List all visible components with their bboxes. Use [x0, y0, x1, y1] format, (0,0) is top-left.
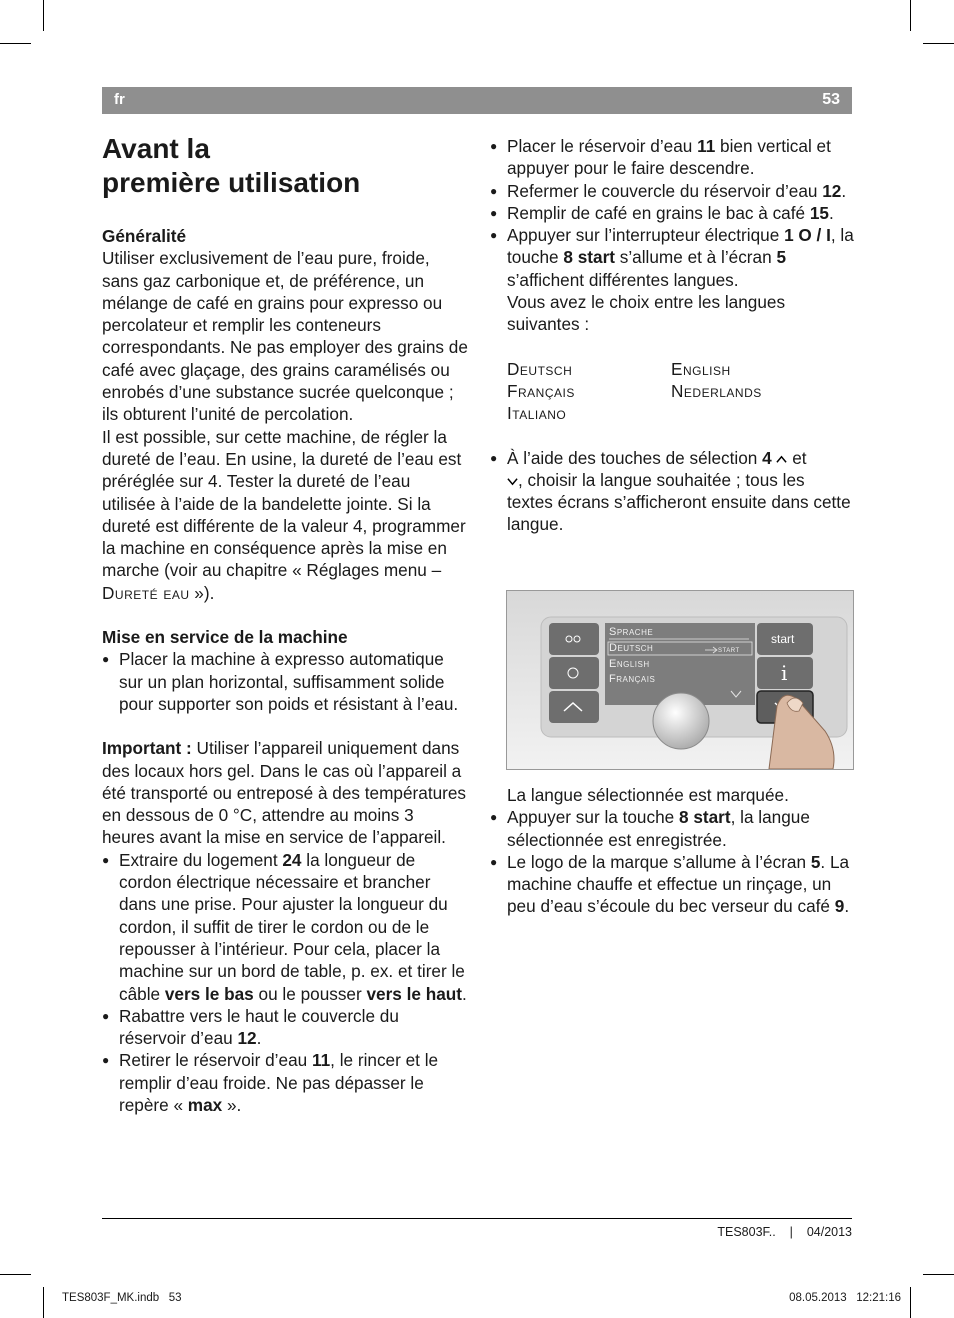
water-hardness-text: Il est possible, sur cette machine, de régler la dureté de l’eau. En usine, la dureté de l’eau est préréglée sur 4. Tester la dureté de l’eau utilisée à l’aide de la bandelette jointe. Si la dureté est différente de la valeur 4, programmer la machine en conséquence après la mise en marche (voir au chapitre « Réglages menu –: [102, 426, 466, 581]
step-text: .: [256, 1028, 262, 1049]
list-item: [490, 447, 854, 536]
crop-mark: [43, 0, 44, 31]
info-button-label: i: [781, 661, 788, 685]
menu-reference: Dureté eau: [102, 582, 190, 603]
step-text: Placer le réservoir d’eau: [507, 136, 698, 156]
crop-mark: [910, 1287, 911, 1318]
crop-mark: [923, 1274, 954, 1275]
step-text: Remplir de café en grains le bac à café: [507, 202, 810, 223]
footer-separator: |: [789, 1225, 793, 1239]
step-text: s’allume et à l’écran: [614, 247, 777, 268]
step-text: , la touche: [507, 225, 854, 268]
paragraph-general: Utiliser exclusivement de l’eau pure, froide, sans gaz carbonique et, de préférence, un mélange de café en grains pour expresso ou percolateur et remplir les conteneurs correspondants. Ne pas employer des grains de café avec glaçage, des grains caramélisés ou enrobés d’une substance sucrée quelconque ; ils obturent l’unité de percolation.: [102, 248, 468, 425]
ref-number: 1 O / I: [784, 225, 831, 246]
list-item: [490, 224, 854, 291]
step-text: , le rincer et le remplir d’eau froide. Ne pas dépasser le repère «: [119, 1050, 439, 1115]
right-column: [490, 135, 854, 536]
important-text: Utiliser l’appareil uniquement dans des locaux hors gel. Dans le cas où l’appareil a été transporté ou entreposé à des températures en dessous de 0 °C, attendre au moins 3 heures avant la mise en service de l’appareil.: [102, 738, 467, 848]
ref-number: 24: [282, 849, 302, 870]
languages-intro: Vous avez le choix entre les langues suivantes :: [507, 292, 786, 335]
page-title: [102, 132, 360, 200]
emphasis: vers le bas: [164, 983, 254, 1004]
step-text: .: [844, 896, 850, 917]
ref-number: 5: [776, 247, 786, 268]
page-footer: [717, 1225, 852, 1239]
screen-row-english: English: [609, 658, 650, 670]
control-panel-illustration: [506, 590, 854, 770]
step-text: bien vertical et appuyer pour le faire descendre.: [507, 136, 831, 179]
crop-mark: [923, 43, 954, 44]
list-item: [490, 180, 854, 202]
ref-number: 11: [697, 136, 716, 156]
emphasis: max: [187, 1094, 223, 1115]
step-text: .: [828, 202, 834, 223]
list-item: [490, 135, 854, 180]
crop-mark: [43, 1287, 44, 1318]
step-text: ».: [222, 1094, 242, 1115]
step-text: .: [841, 180, 847, 201]
language-option: English: [671, 358, 731, 379]
step-text: s’affichent différentes langues.: [507, 269, 739, 290]
step-text: Appuyer sur la touche: [507, 807, 679, 828]
ref-number: 12: [237, 1028, 257, 1049]
important-label: Important :: [102, 738, 192, 759]
step-text: Extraire du logement: [119, 849, 283, 870]
right-column-continued: [490, 784, 854, 918]
water-hardness-end: »).: [189, 582, 215, 603]
language-option: Nederlands: [671, 380, 762, 401]
crop-mark: [910, 0, 911, 31]
step-text: Appuyer sur l’interrupteur électrique: [507, 225, 785, 246]
important-note: [102, 737, 468, 848]
step-text: , choisir la langue souhaitée ; tous les textes écrans s’afficheront ensuite dans cette langue.: [507, 469, 851, 535]
ref-number: 11: [311, 1050, 331, 1071]
screen-row-deutsch: Deutsch: [609, 642, 654, 654]
start-button-label: start: [771, 632, 795, 646]
section-heading-general: Généralité: [102, 226, 187, 246]
footer-rule: [102, 1218, 852, 1219]
emphasis: vers le haut: [366, 983, 463, 1004]
ref-number: 5: [810, 851, 821, 872]
step-text: ou le pousser: [253, 983, 367, 1004]
section-heading-setup: Mise en service de la machine: [102, 627, 348, 648]
screen-start-hint: start: [718, 644, 740, 654]
selection-note: La langue sélectionnée est marquée.: [507, 785, 789, 805]
list-item: [490, 851, 854, 918]
step-text: Le logo de la marque s’allume à l’écran: [507, 851, 811, 872]
emphasis: 8 start: [563, 247, 615, 268]
print-slug-timestamp: 08.05.2013 12:21:16: [789, 1292, 901, 1304]
language-code: fr: [114, 91, 125, 108]
list-item: [490, 806, 854, 851]
edition-date: 04/2013: [806, 1225, 852, 1239]
language-list: [490, 358, 854, 425]
list-item: [102, 1049, 468, 1116]
step-text: et: [787, 447, 807, 468]
page-header-bar: [102, 87, 852, 114]
step-text: . La machine chauffe et effectue un rinçage, un peu d’eau s’écoule du bec verseur du café: [507, 851, 850, 917]
step-text: la longueur de cordon électrique nécessaire et brancher dans une prise. Pour ajuster la longueur du cordon, il suffit de tirer le cordon ou de le repousser à l’intérieur. Pour cela, placer la machine sur un bord de table, p. ex. et tirer le câble: [119, 849, 465, 1004]
crop-mark: [0, 1274, 31, 1275]
step-text: Refermer le couvercle du réservoir d’eau: [507, 180, 823, 201]
language-option: Français: [507, 380, 575, 401]
screen-title: Sprache: [609, 626, 654, 638]
left-column: [102, 225, 468, 1116]
page-number: 53: [822, 91, 840, 108]
list-item: [102, 849, 468, 1005]
emphasis: 8 start: [678, 807, 731, 828]
print-slug-file: TES803F_MK.indb 53: [62, 1292, 182, 1304]
ref-number: 15: [809, 202, 829, 223]
ref-number: 12: [822, 180, 842, 201]
ref-number: 4: [762, 447, 772, 468]
step-text: , la langue sélectionnée est enregistrée.: [507, 807, 810, 850]
chevron-up-icon: [776, 454, 787, 465]
language-option: Deutsch: [507, 358, 573, 379]
chevron-down-icon: [507, 476, 518, 487]
step-text: À l’aide des touches de sélection: [507, 447, 763, 468]
title-line-1: Avant la: [102, 133, 210, 164]
language-option: Italiano: [507, 403, 567, 424]
paragraph-water-hardness: [102, 426, 468, 604]
step-text: Rabattre vers le haut le couvercle du réservoir d’eau: [119, 1005, 399, 1049]
list-item: [490, 202, 854, 224]
ref-number: 9: [834, 896, 845, 917]
step-text: Placer la machine à expresso automatique sur un plan horizontal, suffisamment solide pour supporter son poids et résistant à l’eau.: [119, 649, 459, 714]
step-text: .: [462, 983, 467, 1004]
list-item: [102, 1005, 468, 1050]
list-item: [102, 648, 468, 715]
model-number: TES803F..: [717, 1225, 776, 1239]
crop-mark: [0, 43, 31, 44]
step-text: Retirer le réservoir d’eau: [119, 1050, 312, 1071]
screen-row-francais: Français: [609, 673, 656, 685]
title-line-2: première utilisation: [102, 167, 361, 198]
